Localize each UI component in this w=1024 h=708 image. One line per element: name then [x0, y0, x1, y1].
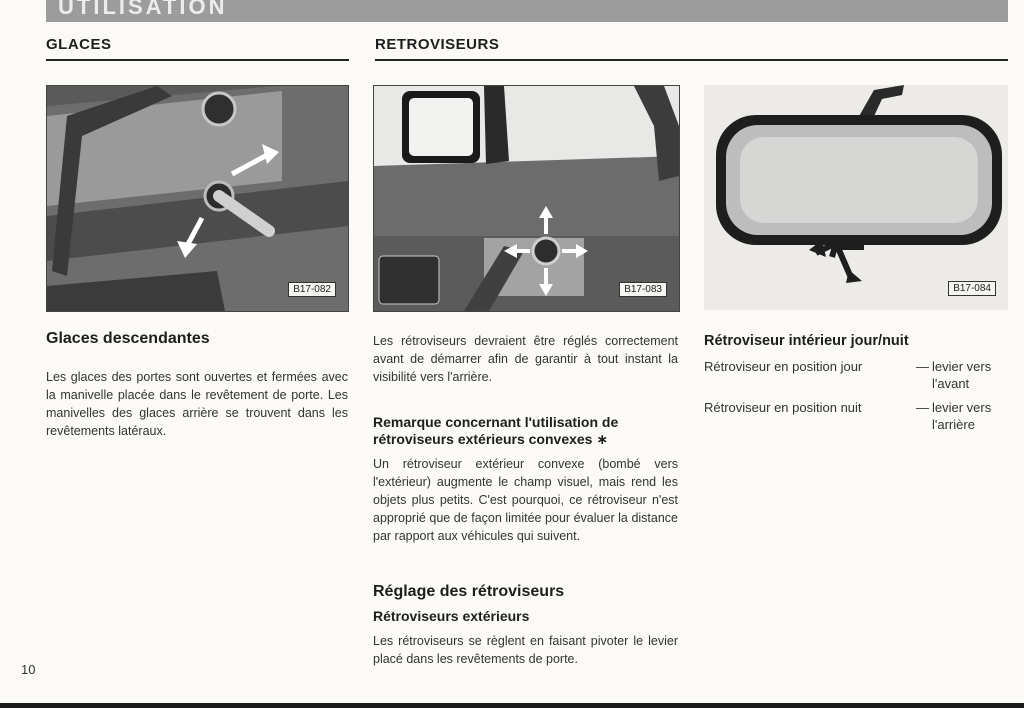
exterieurs-title: Rétroviseurs extérieurs	[373, 608, 530, 624]
chapter-header-bar	[46, 0, 1008, 22]
row-value: levier vers l'arrière	[932, 400, 992, 432]
section-heading-retroviseurs: RETROVISEURS	[375, 36, 1008, 61]
page-number: 10	[21, 662, 36, 677]
exterieurs-body: Les rétroviseurs se règlent en faisant pivoter le levier placé dans les revêtements de porte.	[373, 634, 678, 666]
photo-interior-mirror	[704, 85, 1008, 310]
page-bottom-edge	[0, 703, 1024, 708]
photo-exterior-mirror	[373, 85, 680, 312]
glaces-title: Glaces descendantes	[46, 330, 210, 347]
row-label: Rétroviseur en position jour	[704, 359, 863, 374]
row-label: Rétroviseur en position nuit	[704, 400, 862, 415]
row-dash: —	[916, 400, 929, 415]
photo-reference-084: B17-084	[948, 281, 996, 296]
reglage-title: Réglage des rétroviseurs	[373, 583, 565, 600]
row-dash: —	[916, 359, 929, 374]
chapter-title: UTILISATION	[58, 0, 228, 19]
glaces-body: Les glaces des portes sont ouvertes et fermées avec la manivelle placée dans le revêtement de porte. Les manivelles des glaces arrière se trouvent dans les revêtements latéraux.	[46, 370, 348, 438]
photo-reference-083: B17-083	[619, 282, 667, 297]
photo-reference-082: B17-082	[288, 282, 336, 297]
interieur-title: Rétroviseur intérieur jour/nuit	[704, 333, 909, 349]
remark-title: Remarque concernant l'utilisation de rétroviseurs extérieurs convexes ∗	[373, 414, 619, 447]
retro-intro: Les rétroviseurs devraient être réglés correctement avant de démarrer afin de garantir à tout instant la visibilité vers l'arrière.	[373, 334, 678, 384]
photo-window-crank	[46, 85, 349, 312]
row-value: levier vers l'avant	[932, 359, 992, 391]
section-heading-glaces: GLACES	[46, 36, 349, 61]
remark-body: Un rétroviseur extérieur convexe (bombé vers l'extérieur) augmente le champ visuel, mais rend les objets plus petits. C'est pourquoi, ce rétroviseur n'est approprié que de façon limitée pour évaluer la distance par rapport aux véhicules qui suivent.	[373, 457, 678, 543]
